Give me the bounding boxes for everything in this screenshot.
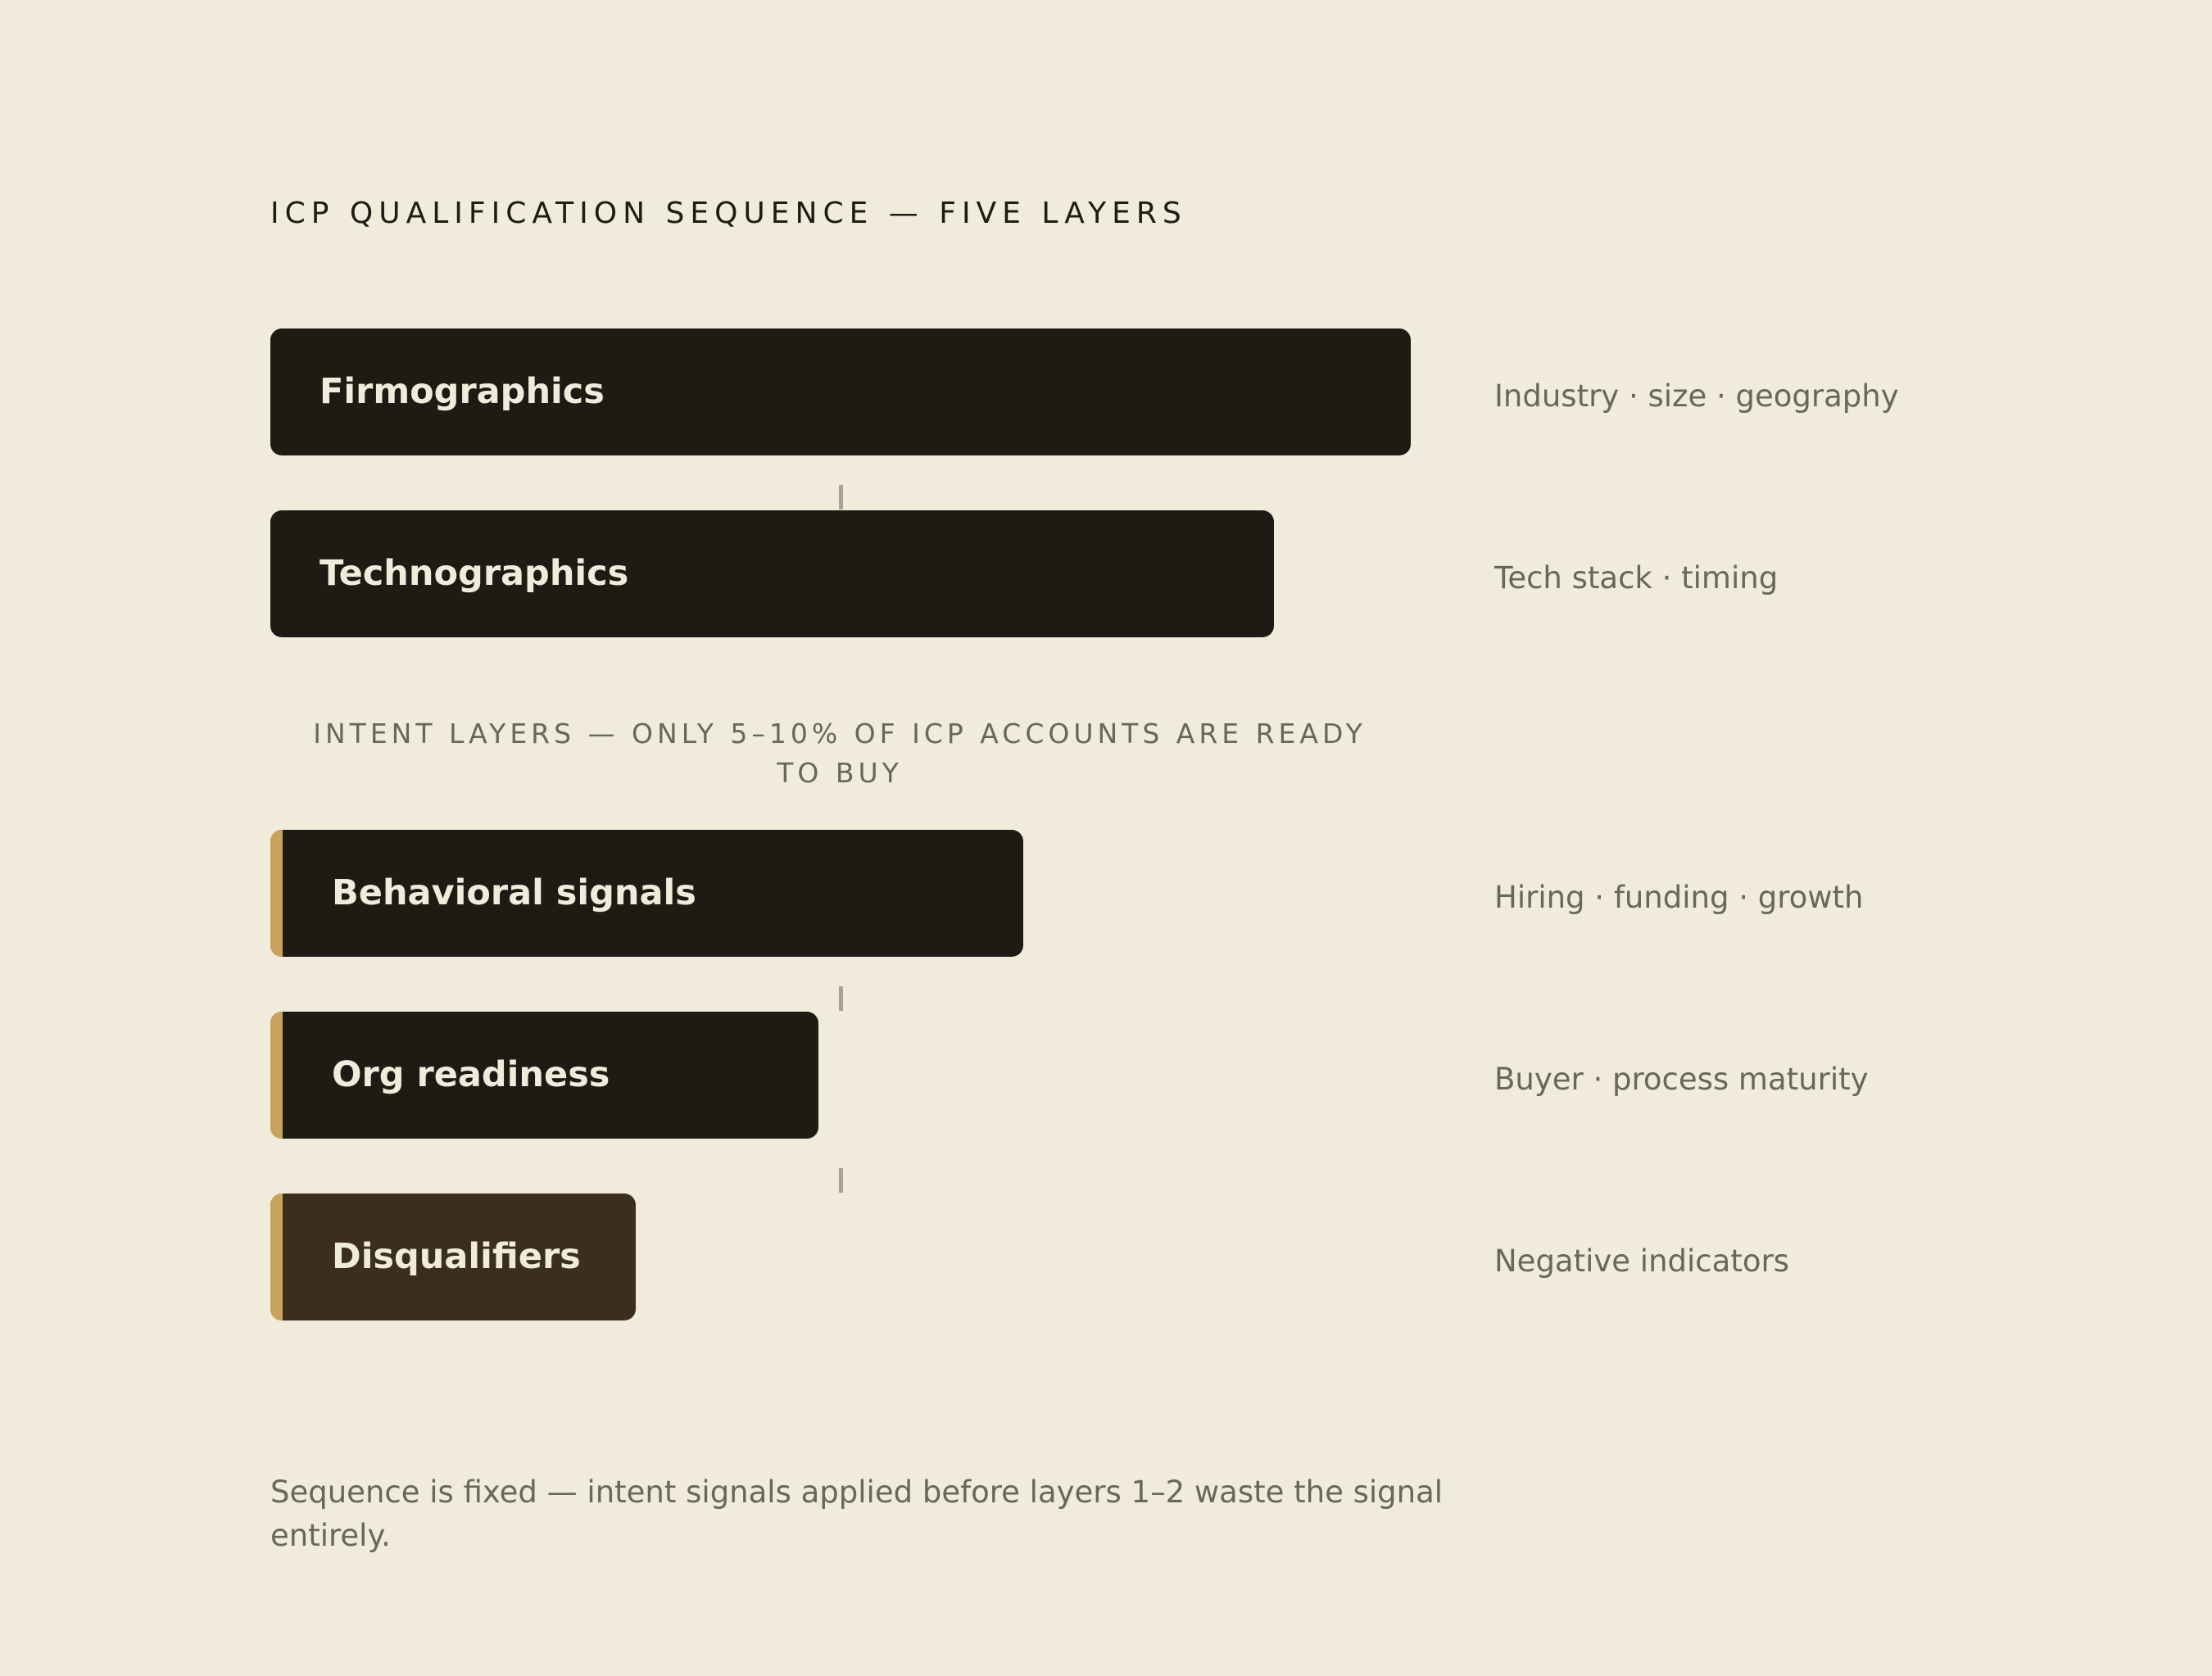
- layer-description: Negative indicators: [1494, 1243, 1789, 1279]
- layer-firmographics: [270, 328, 1411, 455]
- layer-behavioral-signals: [270, 830, 1023, 957]
- layer-label: Disqualifiers: [332, 1236, 581, 1277]
- layer-description: Buyer · process maturity: [1494, 1062, 1869, 1097]
- layer-label: Technographics: [320, 553, 629, 594]
- layer-label: Org readiness: [332, 1054, 610, 1095]
- footnote: Sequence is fixed — intent signals applied before layers 1–2 waste the signal entirely.: [270, 1474, 1444, 1553]
- layer-label: Behavioral signals: [332, 872, 696, 913]
- layer-disqualifiers: [270, 1194, 636, 1320]
- intent-accent-bar: [270, 1012, 283, 1139]
- layer-org-readiness: [270, 1012, 818, 1139]
- layer-description: Hiring · funding · growth: [1494, 880, 1864, 915]
- layer-technographics: [270, 510, 1274, 637]
- layer-description: Industry · size · geography: [1494, 378, 1899, 414]
- intent-accent-bar: [270, 1194, 283, 1320]
- layer-description: Tech stack · timing: [1494, 560, 1779, 596]
- connector-line: [839, 986, 843, 1011]
- connector-line: [839, 1168, 843, 1193]
- intent-layers-note: INTENT LAYERS — ONLY 5–10% OF ICP ACCOUNTS ARE READY TO BUY: [313, 718, 1367, 789]
- diagram-title: ICP QUALIFICATION SEQUENCE — FIVE LAYERS: [270, 197, 1187, 230]
- layer-label: Firmographics: [320, 371, 605, 412]
- connector-line: [839, 485, 843, 510]
- intent-accent-bar: [270, 830, 283, 957]
